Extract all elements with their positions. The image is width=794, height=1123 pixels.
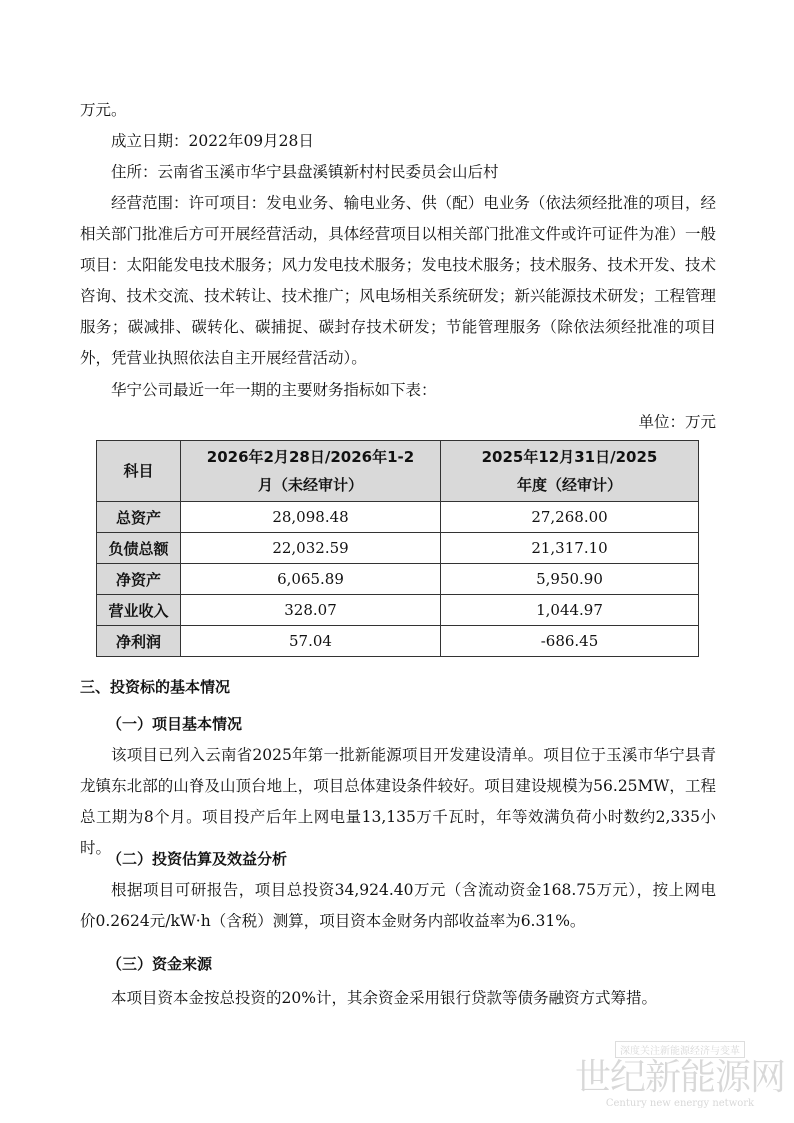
header-cell: 科目 [97,441,181,502]
watermark-logo [570,1040,790,1109]
watermark-tagline: 深度关注新能源经济与变革 [615,1041,745,1058]
subsection-heading: （三）资金来源 [107,955,213,973]
value-cell: 22,032.59 [181,533,441,564]
paragraph-funding: 本项目资本金按总投资的20%计，其余资金采用银行贷款等债务融资方式筹措。 [111,989,657,1007]
table-header-row [97,441,699,502]
table-row [97,595,699,626]
subsection-heading: （一）项目基本情况 [107,715,243,733]
value-cell: 328.07 [181,595,441,626]
row-label: 负债总额 [97,533,181,564]
paragraph-intro-table: 华宁公司最近一年一期的主要财务指标如下表： [111,381,437,399]
paragraph-project: 该项目已列入云南省2025年第一批新能源项目开发建设清单。项目位于玉溪市华宁县青龙镇东北部的山脊及山顶台地上，项目总体建设条件较好。项目建设规模为56.25MW，工程总工期为8个月。项目投产后年上网电量13,135万千瓦时，年等效满负荷小时数约2,335小时。 [80,746,716,857]
table-row [97,564,699,595]
paragraph-scope: 经营范围：许可项目：发电业务、输电业务、供（配）电业务（依法须经批准的项目，经相关部门批准后方可开展经营活动，具体经营项目以相关部门批准文件或许可证件为准）一般项目：太阳能发电技术服务；风力发电技术服务；发电技术服务；技术服务、技术开发、技术咨询、技术交流、技术转让、技术推广；风电场相关系统研发；新兴能源技术研发；工程管理服务；碳减排、碳转化、碳捕捉、碳封存技术研发；节能管理服务（除依法须经批准的项目外，凭营业执照依法自主开展经营活动）。 [80,194,716,367]
value-cell: 6,065.89 [181,564,441,595]
row-label: 净资产 [97,564,181,595]
unit-label: 单位：万元 [638,413,716,431]
value-cell: 1,044.97 [441,595,699,626]
value-cell: 21,317.10 [441,533,699,564]
table-row [97,626,699,657]
row-label: 总资产 [97,502,181,533]
paragraph: 万元。 [80,101,127,119]
watermark-english: Century new energy network [605,1098,755,1109]
header-cell: 2025年12月31日/2025年度（经审计） [441,441,699,502]
header-cell: 2026年2月28日/2026年1-2月（未经审计） [181,441,441,502]
watermark-name: 世纪新能源网 [574,1057,785,1098]
paragraph-address: 住所：云南省玉溪市华宁县盘溪镇新村村民委员会山后村 [111,163,499,181]
value-cell: 5,950.90 [441,564,699,595]
paragraph-date: 成立日期：2022年09月28日 [111,132,314,150]
financial-table [96,440,699,657]
subsection-heading: （二）投资估算及效益分析 [107,850,288,868]
row-label: 营业收入 [97,595,181,626]
row-label: 净利润 [97,626,181,657]
value-cell: 27,268.00 [441,502,699,533]
table-row [97,533,699,564]
value-cell: 57.04 [181,626,441,657]
table-row [97,502,699,533]
paragraph-investment: 根据项目可研报告，项目总投资34,924.40万元（含流动资金168.75万元），按上网电价0.2624元/kW·h（含税）测算，项目资本金财务内部收益率为6.31%。 [80,881,716,930]
section-heading: 三、投资标的基本情况 [80,678,231,696]
value-cell: -686.45 [441,626,699,657]
value-cell: 28,098.48 [181,502,441,533]
